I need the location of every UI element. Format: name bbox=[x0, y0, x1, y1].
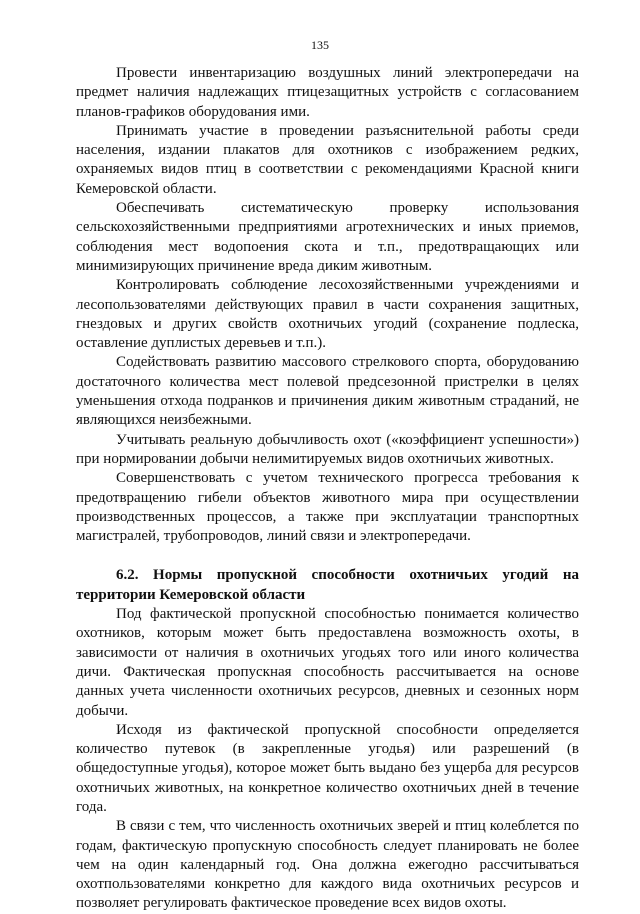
paragraph-capacity-definition: Под фактической пропускной способностью понимается количество охотников, которым может быть предоставлена возможность охоты, в зависимости от наличия в охотничьих угодьях того или иного количества дичи. Фактическая пропускная способность рассчитывается на основе данных учета численности охотничьих ресурсов, дневных и сезонных норм добычи. bbox=[76, 606, 579, 719]
paragraph-outreach: Принимать участие в проведении разъяснительной работы среди населения, издании плакатов для охотников с изображением редких, охраняемых видов птиц в соответствии с рекомендациями Красной книги Кемеровской области. bbox=[76, 122, 579, 197]
document-body bbox=[76, 64, 579, 914]
page-number: 135 bbox=[311, 38, 329, 52]
section-heading: 6.2. Нормы пропускной способности охотничьих угодий на территории Кемеровской области bbox=[76, 567, 579, 603]
paragraph-agriculture-checks: Обеспечивать систематическую проверку использования сельскохозяйственными предприятиями агротехнических и иных приемов, соблюдения мест водопоения скота и т.п., предотвращающих или минимизирующих причинение вреда диким животным. bbox=[76, 200, 579, 274]
paragraph-technical-progress: Совершенствовать с учетом технического прогресса требования к предотвращению гибели объектов животного мира при осуществлении производственных процессов, а также при эксплуатации транспортных магистралей, трубопроводов, линий связи и электропередачи. bbox=[76, 470, 579, 545]
paragraph-forestry-control: Контролировать соблюдение лесохозяйственными учреждениями и лесопользователями действующих правил в части сохранения защитных, гнездовых и других свойств охотничьих угодий (сохранение подлеска, оставление дуплистых деревьев и т.п.). bbox=[76, 277, 579, 352]
paragraph-hunting-success: Учитывать реальную добычливость охот («коэффициент успешности») при нормировании добычи нелимитируемых видов охотничьих животных. bbox=[76, 431, 579, 467]
paragraph-shooting-sport: Содействовать развитию массового стрелкового спорта, оборудованию достаточного количества мест полевой предсезонной пристрелки в целях уменьшения отхода подранков и причинения диким животным страданий, не являющихся неизбежными. bbox=[76, 354, 579, 429]
paragraph-annual-planning: В связи с тем, что численность охотничьих зверей и птиц колеблется по годам, фактическую пропускную способность следует планировать не более чем на один календарный год. Она должна ежегодно рассчитываться охотпользователями конкретно для каждого вида охотничьих ресурсов и позволяет регулировать фактическое проведение всех видов охоты. bbox=[76, 818, 579, 912]
paragraph-permits: Исходя из фактической пропускной способности определяется количество путевок (в закрепленные угодья) или разрешений (в общедоступные угодья), которое может быть выдано без ущерба для ресурсов охотничьих животных, на конкретное количество охотничьих дней в течение года. bbox=[76, 721, 579, 815]
paragraph-power-lines: Провести инвентаризацию воздушных линий электропередачи на предмет наличия надлежащих птицезащитных устройств с согласованием планов-графиков оборудования ими. bbox=[76, 65, 579, 120]
